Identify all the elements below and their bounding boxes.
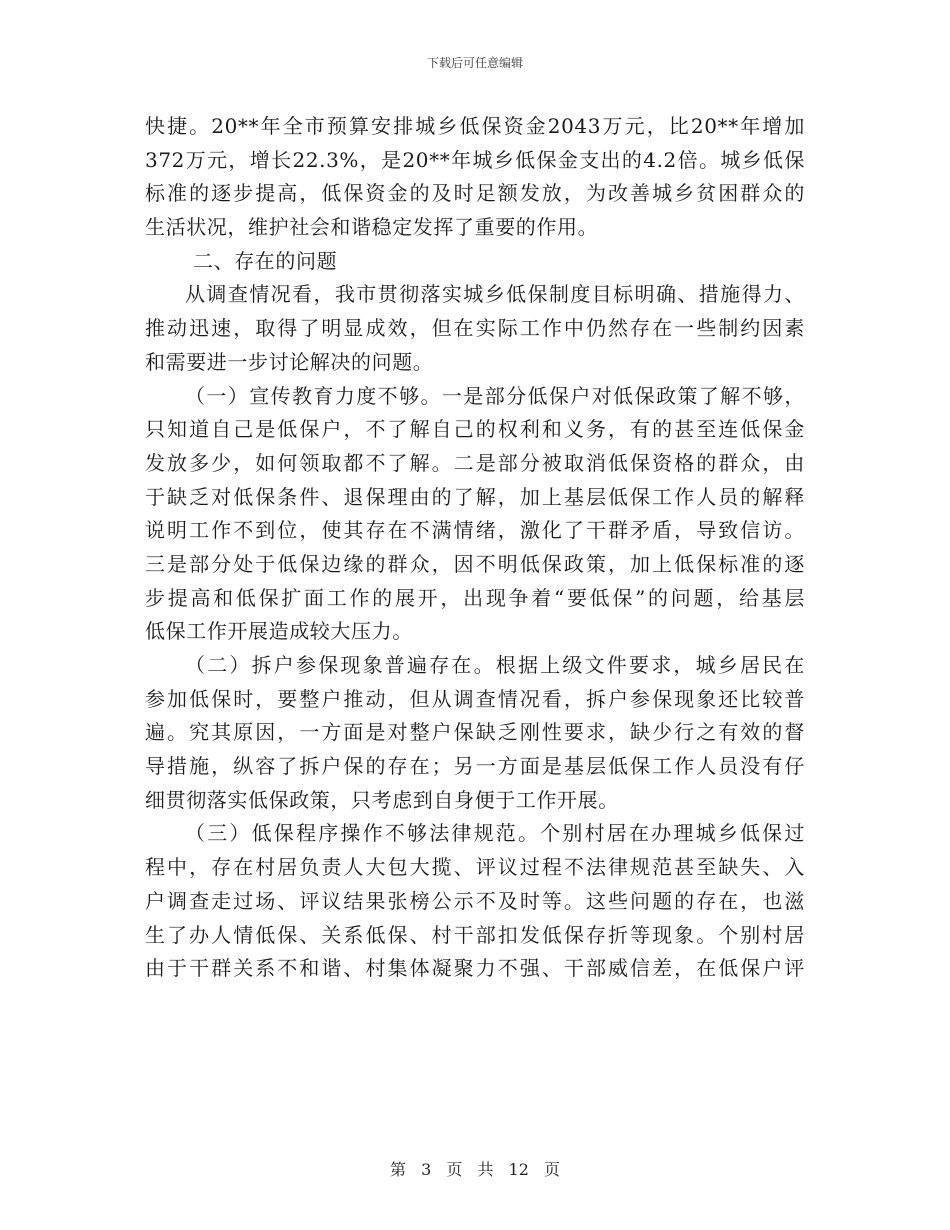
text-line: 发放多少，如何领取都不了解。二是部分被取消低保资格的群众，由 xyxy=(145,450,805,475)
text-line: 快捷。20**年全市预算安排城乡低保资金2043万元，比20**年增加 xyxy=(145,114,805,138)
text-line: 由于干群关系不和谐、村集体凝聚力不强、干部威信差，在低保户评 xyxy=(145,956,805,981)
text-line: （三）低保程序操作不够法律规范。个别村居在办理城乡低保过 xyxy=(185,821,805,846)
text-line: 导措施，纵容了拆户保的存在；另一方面是基层低保工作人员没有仔 xyxy=(145,754,805,779)
text-line: 细贯彻落实低保政策，只考虑到自身便于工作开展。 xyxy=(145,787,619,812)
text-line: （一）宣传教育力度不够。一是部分低保户对低保政策了解不够， xyxy=(185,383,805,408)
page-header-note: 下载后可任意编辑 xyxy=(426,56,523,70)
text-line: 生了办人情低保、关系低保、村干部扣发低保存折等现象。个别村居 xyxy=(145,922,805,947)
text-line: 只知道自己是低保户，不了解自己的权利和义务，有的甚至连低保金 xyxy=(145,417,805,442)
text-line: 户调查走过场、评议结果张榜公示不及时等。这些问题的存在，也滋 xyxy=(145,888,805,913)
text-line: 低保工作开展造成较大压力。 xyxy=(145,619,413,644)
text-line: 于缺乏对低保条件、退保理由的了解，加上基层低保工作人员的解释 xyxy=(145,484,805,509)
text-line: 说明工作不到位，使其存在不满情绪，激化了干群矛盾，导致信访。 xyxy=(145,518,805,543)
text-line: 372万元，增长22.3%，是20**年城乡低保金支出的4.2倍。城乡低保 xyxy=(145,147,805,172)
text-line: 步提高和低保扩面工作的展开，出现争着“要低保”的问题，给基层 xyxy=(145,585,805,610)
text-line: （二）拆户参保现象普遍存在。根据上级文件要求，城乡居民在 xyxy=(185,653,805,677)
text-line: 参加低保时，要整户推动，但从调查情况看，拆户参保现象还比较普 xyxy=(145,686,805,711)
text-line: 推动迅速，取得了明显成效，但在实际工作中仍然存在一些制约因素 xyxy=(145,316,805,341)
section-heading: 二、存在的问题 xyxy=(193,248,338,273)
text-line: 从调查情况看，我市贯彻落实城乡低保制度目标明确、措施得力、 xyxy=(185,282,805,307)
page-number: 第 3 页 共 12 页 xyxy=(390,1160,560,1179)
text-line: 三是部分处于低保边缘的群众，因不明低保政策，加上低保标准的逐 xyxy=(145,551,805,576)
text-line: 遍。究其原因，一方面是对整户保缺乏刚性要求，缺少行之有效的督 xyxy=(145,720,805,745)
text-line: 生活状况，维护社会和谐稳定发挥了重要的作用。 xyxy=(145,215,599,240)
text-line: 程中，存在村居负责人大包大揽、评议过程不法律规范甚至缺失、入 xyxy=(145,855,805,880)
text-line: 标准的逐步提高，低保资金的及时足额发放，为改善城乡贫困群众的 xyxy=(145,181,805,206)
text-line: 和需要进一步讨论解决的问题。 xyxy=(145,349,434,374)
document-body xyxy=(145,110,805,986)
